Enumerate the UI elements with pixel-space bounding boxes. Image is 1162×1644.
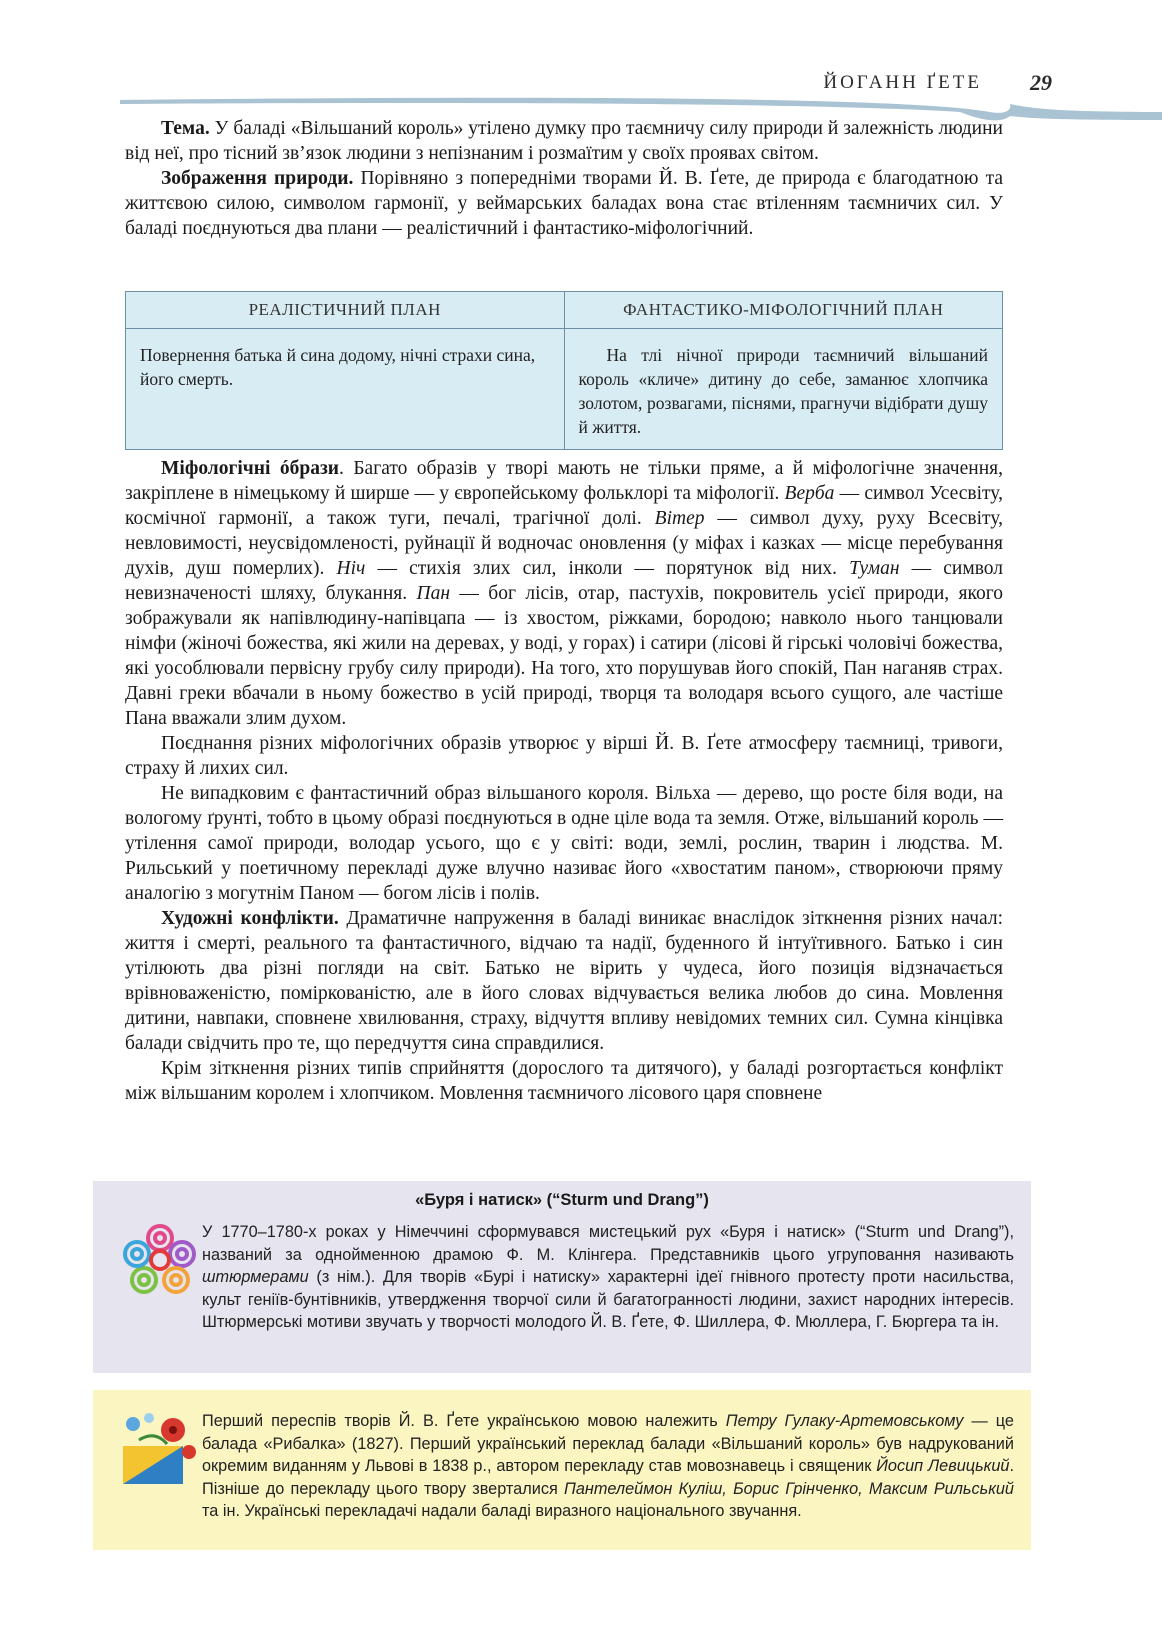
ukrainian-ornament-icon (119, 1410, 203, 1490)
table-row (126, 329, 1003, 450)
text-run: . Багато образів у творі мають не тільки пряме, а й міфологічне значення, закріплене в німецькому й ширше — у європейському фольклорі та міфології. (125, 458, 1003, 504)
conflicts-label: Художні конфлікти. (161, 908, 339, 929)
page-header (0, 0, 1162, 130)
nature-paragraph (125, 166, 1003, 241)
text-run: — стихія злих сил, інколи — порятунок від них. (365, 558, 850, 579)
conflict-king-paragraph: Крім зіткнення різних типів сприйняття (дорослого та дитячого), у баладі розгортається конфлікт між вільшаним королем і хлопчиком. Мовлення таємничого лісового царя сповнене (125, 1058, 1003, 1104)
term-willow: Верба (784, 483, 835, 504)
sturm-und-drang-box (93, 1181, 1031, 1373)
atmosphere-paragraph: Поєднання різних міфологічних образів утворює у вірші Й. В. Ґете атмосферу таємниці, тривоги, страху й лихих сил. (125, 733, 1003, 779)
translation-box (93, 1390, 1031, 1550)
intro-section (125, 116, 1003, 241)
term-stuermer: штюрмерами (202, 1268, 309, 1286)
text-run: У 1770–1780-х роках у Німеччині сформувався мистецький рух «Буря і натиск» (“Sturm und Drang”), названий за однойменною драмою Ф. М. Клінгера. Представників цього угруповання називають (202, 1223, 1014, 1264)
text-run: (з нім.). Для творів «Бурі і натиску» характерні ідеї гнівного протесту проти насильства, культ геніїв-бунтівників, утвердження творчої сили й багатогранності людини, захист народних інтересів. Штюрмерські мотиви звучать у творчості молодого Й. В. Ґете, Ф. Шиллера, Ф. Мюллера, Г. Бюргера та ін. (202, 1268, 1014, 1331)
page-number: 29 (1030, 70, 1052, 95)
theme-label: Тема. (161, 118, 210, 139)
table-header-row (126, 292, 1003, 329)
sturm-box-title: «Буря і натиск» (“Sturm und Drang”) (415, 1191, 709, 1209)
text-run: — бог лісів, отар, пастухів, покровитель усієї природи, якого зображували як напівлюдину-напівцапа — із хвостом, ріжками, бородою; навколо нього танцювали німфи (жіночі божества, які жили на деревах, у воді, у горах) і сатири (лісові й гірські чоловічі божества, які уособлювали первісну грубу силу природи). На того, хто порушував його спокій, Пан наганяв страх. Давні греки вбачали в ньому божество в усій природі, творця та володаря всього сущого, але частіше Пана вважали злим духом. (125, 583, 1003, 729)
table-header-fantastic: ФАНТАСТИКО-МІФОЛОГІЧНИЙ ПЛАН (564, 292, 1003, 329)
theme-text: У баладі «Вільшаний король» утілено думку про таємничу силу природи й залежність людини від неї, про тісний зв’язок людини з непізнаним і розмаїтим у своїх проявах світом. (125, 118, 1003, 164)
name-levytsky: Йосип Левицький (876, 1457, 1010, 1475)
mythology-paragraph (125, 456, 1003, 731)
table-header-realistic: РЕАЛІСТИЧНИЙ ПЛАН (126, 292, 565, 329)
table-cell-realistic: Повернення батька й сина додому, нічні страхи сина, його смерть. (126, 329, 565, 450)
main-section (125, 456, 1003, 1106)
text-run: — символ невизначеності шляху, блукання. (125, 558, 1003, 604)
text-run: та ін. Українські перекладачі надали баладі виразного національного звучання. (202, 1502, 802, 1520)
term-pan: Пан (416, 583, 451, 604)
table-cell-fantastic: На тлі нічної природи таємничий вільшаний король «кличе» дитину до себе, заманює хлопчика золотом, розвагами, піснями, прагнучи відібрати душу й життя. (564, 329, 1003, 450)
conflicts-text: Драматичне напруження в баладі виникає внаслідок зіткнення різних начал: життя і смерті, реального та фантастичного, відчаю та надії, буденного й інтуїтивного. Батько і син утілюють два різні погляди на світ. Батько не вірить у чудеса, його позиція відзначається врівноваженістю, поміркованістю, але в його словах відчувається велика любов до сина. Мовлення дитини, навпаки, сповнене хвилювання, страху, відчуття впливу невідомих темних сил. Сумна кінцівка балади свідчить про те, що передчуття сина справдилися. (125, 908, 1003, 1054)
mythology-label: Міфологічні óбрази (161, 458, 340, 479)
text-run: Перший переспів творів Й. В. Ґете українською мовою належить (202, 1412, 726, 1430)
running-title: ЙОГАНН ҐЕТЕ (823, 72, 982, 93)
plans-table (125, 291, 1003, 450)
names-translators: Пантелеймон Куліш, Борис Грінченко, Максим Рильський (564, 1479, 1014, 1498)
conflicts-paragraph (125, 906, 1003, 1056)
header-rule-decoration (0, 0, 1162, 130)
text-run: — символ духу, руху Всесвіту, невловимості, неусвідомленості, руйнації й водночас оновлення (у міфах і казках — місце перебування духів, душ померлих). (125, 508, 1003, 579)
sturm-box-text (202, 1221, 1014, 1334)
alder-king-paragraph: Не випадковим є фантастичний образ вільшаного короля. Вільха — дерево, що росте біля води, на вологому ґрунті, тобто в цьому образі поєднуються в одне ціле вода та земля. Отже, вільшаний король — утілення самої природи, володар усього, що є у світі: води, землі, рослин, тварин і людства. М. Рильський у поетичному перекладі дуже влучно називає його «хвостатим паном», створюючи пряму аналогію з могутнім Паном — богом лісів і полів. (125, 783, 1003, 904)
term-wind: Вітер (654, 508, 705, 529)
theme-paragraph (125, 116, 1003, 166)
term-fog: Туман (849, 558, 900, 579)
text-run: . Пізніше до перекладу цього твору зверталися (202, 1457, 1014, 1498)
term-night: Ніч (336, 558, 366, 579)
nature-text: Порівняно з попередніми творами Й. В. Ґете, де природа є благодатною та життєвою силою, символом гармонії, у веймарських баладах вона стає втіленням таємничих сил. У баладі поєднуються два плани — реалістичний і фантастико-міфологічний. (125, 168, 1003, 239)
nature-label: Зображення природи. (161, 168, 354, 189)
translation-box-text (202, 1410, 1014, 1523)
name-hulak-artemovsky: Петру Гулаку-Артемовському (725, 1412, 964, 1430)
text-run: — символ Усесвіту, космічної гармонії, а також туги, печалі, трагічної долі. (125, 483, 1003, 529)
text-run: — це балада «Рибалка» (1827). Перший український переклад балади «Вільшаний король» був надрукований окремим виданням у Львові в 1838 р., автором перекладу став мовознавець і священик (202, 1412, 1014, 1475)
spiral-flowers-icon (120, 1220, 200, 1300)
